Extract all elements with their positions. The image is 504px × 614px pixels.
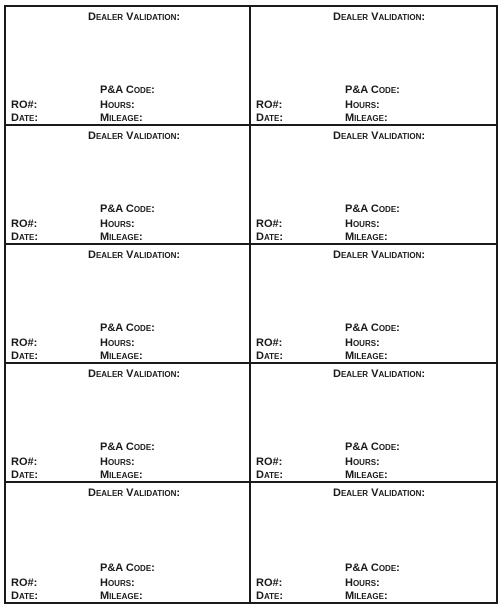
date-label: Date: bbox=[256, 469, 284, 481]
date-label: Date: bbox=[256, 590, 284, 602]
dealer-validation-label: Dealer Validation: bbox=[333, 11, 426, 23]
dealer-validation-label: Dealer Validation: bbox=[88, 368, 181, 380]
pa-code-label: P&A Code: bbox=[100, 322, 155, 334]
hours-label: Hours: bbox=[100, 218, 135, 230]
date-label: Date: bbox=[11, 469, 39, 481]
pa-code-label: P&A Code: bbox=[345, 203, 400, 215]
pa-code-label: P&A Code: bbox=[345, 441, 400, 453]
date-label: Date: bbox=[11, 231, 39, 243]
mileage-label: Mileage: bbox=[345, 350, 388, 362]
pa-code-label: P&A Code: bbox=[100, 562, 155, 574]
pa-code-label: P&A Code: bbox=[345, 84, 400, 96]
validation-card bbox=[6, 483, 251, 602]
ro-number-label: RO#: bbox=[11, 577, 38, 589]
hours-label: Hours: bbox=[345, 99, 380, 111]
validation-card bbox=[251, 7, 496, 126]
hours-label: Hours: bbox=[100, 337, 135, 349]
validation-card-sheet bbox=[4, 5, 498, 604]
validation-card bbox=[6, 364, 251, 483]
mileage-label: Mileage: bbox=[345, 590, 388, 602]
date-label: Date: bbox=[11, 350, 39, 362]
mileage-label: Mileage: bbox=[100, 590, 143, 602]
date-label: Date: bbox=[256, 350, 284, 362]
hours-label: Hours: bbox=[100, 456, 135, 468]
mileage-label: Mileage: bbox=[345, 231, 388, 243]
mileage-label: Mileage: bbox=[345, 469, 388, 481]
validation-card bbox=[6, 7, 251, 126]
ro-number-label: RO#: bbox=[256, 218, 283, 230]
dealer-validation-label: Dealer Validation: bbox=[333, 130, 426, 142]
validation-card bbox=[251, 245, 496, 364]
validation-card bbox=[6, 126, 251, 245]
dealer-validation-label: Dealer Validation: bbox=[333, 487, 426, 499]
mileage-label: Mileage: bbox=[100, 112, 143, 124]
date-label: Date: bbox=[11, 112, 39, 124]
validation-card bbox=[251, 126, 496, 245]
dealer-validation-label: Dealer Validation: bbox=[88, 249, 181, 261]
ro-number-label: RO#: bbox=[11, 218, 38, 230]
ro-number-label: RO#: bbox=[11, 99, 38, 111]
validation-card bbox=[251, 364, 496, 483]
pa-code-label: P&A Code: bbox=[345, 562, 400, 574]
hours-label: Hours: bbox=[345, 577, 380, 589]
dealer-validation-label: Dealer Validation: bbox=[333, 249, 426, 261]
ro-number-label: RO#: bbox=[256, 337, 283, 349]
dealer-validation-label: Dealer Validation: bbox=[88, 130, 181, 142]
hours-label: Hours: bbox=[345, 456, 380, 468]
ro-number-label: RO#: bbox=[11, 456, 38, 468]
ro-number-label: RO#: bbox=[256, 99, 283, 111]
date-label: Date: bbox=[11, 590, 39, 602]
hours-label: Hours: bbox=[100, 99, 135, 111]
hours-label: Hours: bbox=[345, 337, 380, 349]
date-label: Date: bbox=[256, 112, 284, 124]
pa-code-label: P&A Code: bbox=[345, 322, 400, 334]
pa-code-label: P&A Code: bbox=[100, 84, 155, 96]
pa-code-label: P&A Code: bbox=[100, 441, 155, 453]
dealer-validation-label: Dealer Validation: bbox=[88, 487, 181, 499]
mileage-label: Mileage: bbox=[100, 350, 143, 362]
hours-label: Hours: bbox=[345, 218, 380, 230]
ro-number-label: RO#: bbox=[11, 337, 38, 349]
mileage-label: Mileage: bbox=[345, 112, 388, 124]
ro-number-label: RO#: bbox=[256, 577, 283, 589]
validation-card bbox=[6, 245, 251, 364]
dealer-validation-label: Dealer Validation: bbox=[88, 11, 181, 23]
pa-code-label: P&A Code: bbox=[100, 203, 155, 215]
date-label: Date: bbox=[256, 231, 284, 243]
hours-label: Hours: bbox=[100, 577, 135, 589]
mileage-label: Mileage: bbox=[100, 469, 143, 481]
dealer-validation-label: Dealer Validation: bbox=[333, 368, 426, 380]
mileage-label: Mileage: bbox=[100, 231, 143, 243]
ro-number-label: RO#: bbox=[256, 456, 283, 468]
validation-card bbox=[251, 483, 496, 602]
